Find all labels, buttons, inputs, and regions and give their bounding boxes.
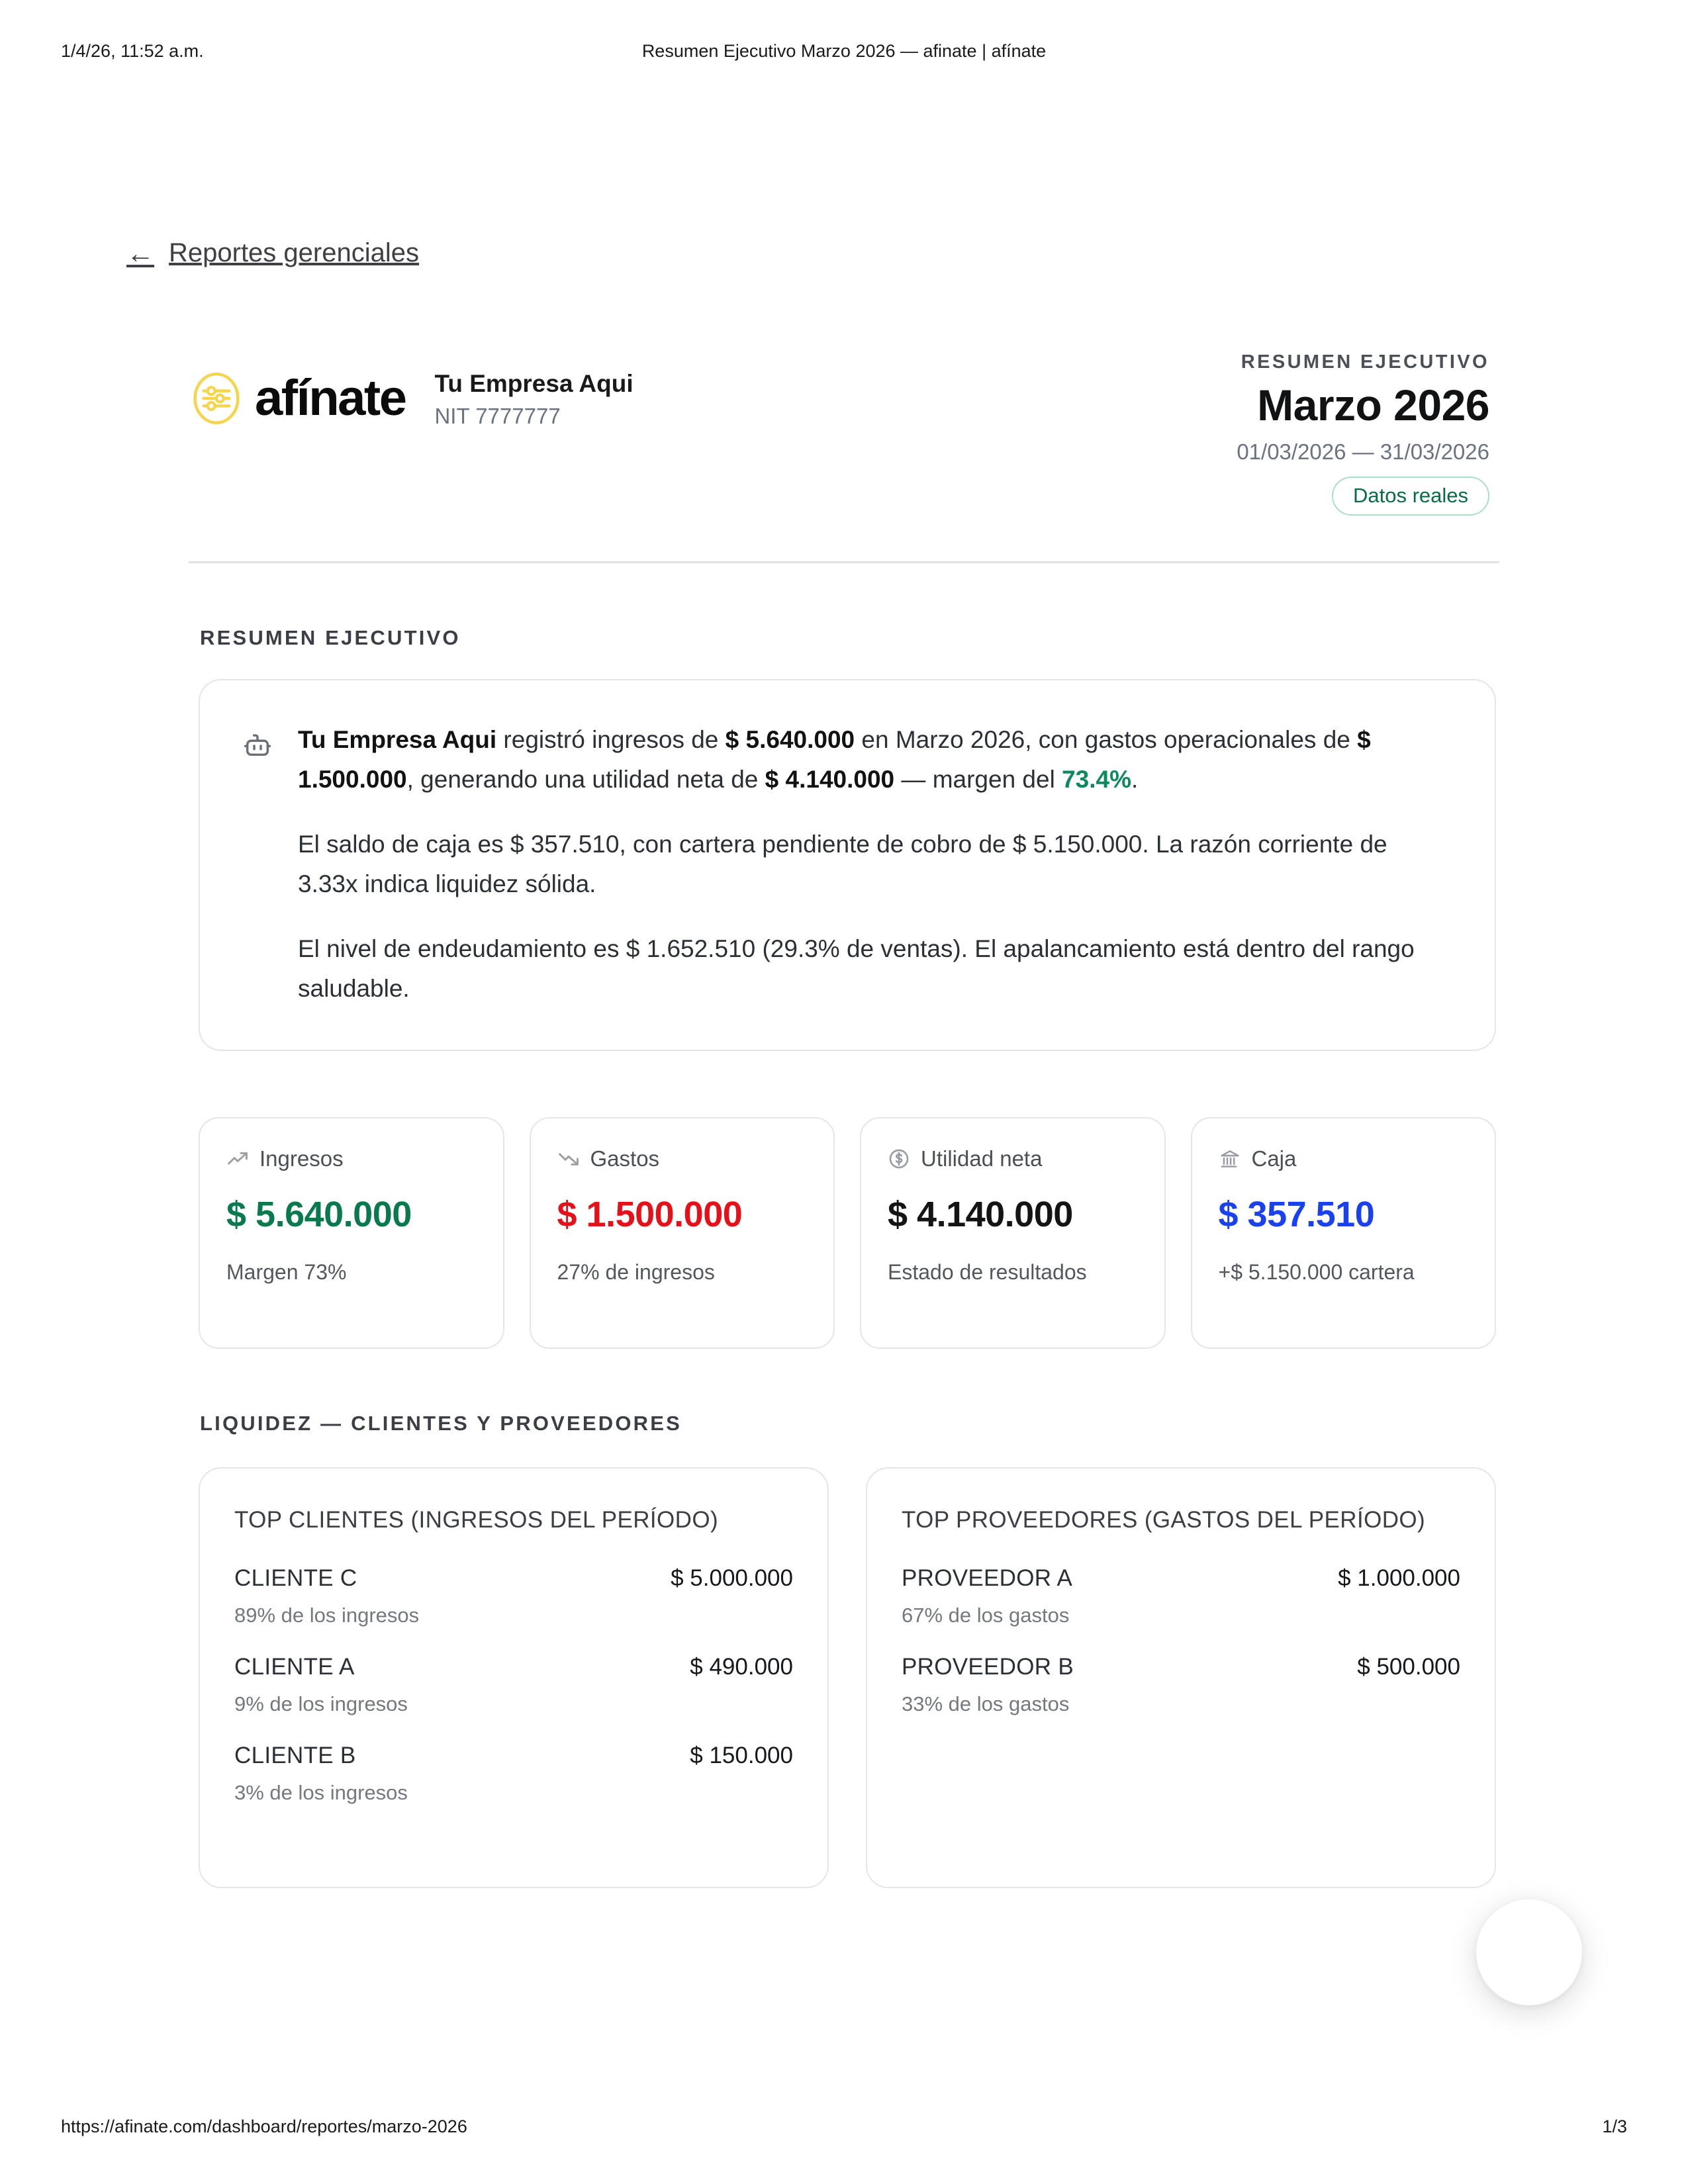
trending-up-icon [226,1148,249,1170]
kpi-card-ingresos [199,1117,504,1349]
bank-icon [1219,1148,1241,1170]
report-content [126,238,1562,1888]
afinate-logo-mark [189,371,244,426]
kpi-header-utilidad [888,1146,1138,1171]
print-header [0,41,1688,68]
section-label-liquidity: LIQUIDEZ — CLIENTES Y PROVEEDORES [200,1411,682,1435]
kpi-value-caja: $ 357.510 [1218,1194,1375,1234]
provider-amount: $ 1.000.000 [1338,1565,1460,1591]
provider-amount: $ 500.000 [1357,1653,1460,1680]
kpi-value-ingresos: $ 5.640.000 [226,1194,412,1234]
client-pct: 89% de los ingresos [234,1603,420,1627]
company-nit: NIT 7777777 [434,404,561,429]
back-to-reports-link[interactable] [126,238,1562,268]
company-block [429,366,633,432]
report-period-title: Marzo 2026 [1257,381,1489,430]
header-divider [189,561,1499,563]
kpi-card-caja [1191,1117,1497,1349]
kpi-label-gastos: Gastos [590,1146,660,1171]
top-providers-card [866,1467,1496,1888]
kpi-sub-caja: +$ 5.150.000 cartera [1218,1259,1415,1284]
provider-name: PROVEEDOR B [902,1653,1074,1680]
print-footer [0,2116,1688,2143]
kpi-sub-gastos: 27% de ingresos [557,1259,715,1284]
provider-pct: 67% de los gastos [902,1603,1070,1627]
list-item [234,1743,793,1769]
narrative-p1-d: — margen del [894,765,1062,793]
kpi-header-ingresos [226,1146,477,1171]
narrative-p1-c: , generando una utilidad neta de [406,765,765,793]
narrative-ingresos: $ 5.640.000 [725,725,855,753]
kpi-sub-utilidad: Estado de resultados [888,1259,1087,1284]
brand-block [189,349,633,432]
section-label-summary: RESUMEN EJECUTIVO [200,625,461,649]
list-item [902,1654,1460,1680]
kpi-value-utilidad: $ 4.140.000 [888,1194,1073,1234]
print-date: 1/4/26, 11:52 a.m. [61,41,204,61]
narrative-paragraph-2: El saldo de caja es $ 357.510, con cartera pendiente de cobro de $ 5.150.000. La razón corriente de 3.33x indica liquidez sólida. [298,830,1387,897]
afinate-wordmark: afínate [255,370,406,427]
kpi-value-gastos: $ 1.500.000 [557,1194,743,1234]
report-kicker: RESUMEN EJECUTIVO [1241,351,1489,373]
list-item [234,1565,793,1592]
narrative-p1-e: . [1131,765,1139,793]
narrative-p1-b: en Marzo 2026, con gastos operacionales de [855,725,1358,753]
provider-pct: 33% de los gastos [902,1692,1070,1715]
kpi-label-ingresos: Ingresos [259,1146,344,1171]
kpi-sub-ingresos: Margen 73% [226,1259,347,1284]
narrative-gastos: $ 1.500.000 [298,725,1371,793]
client-pct: 9% de los ingresos [234,1692,408,1715]
floating-action-button[interactable] [1476,1899,1582,2005]
report-date-range: 01/03/2026 — 31/03/2026 [1237,439,1489,464]
narrative-paragraph-3: El nivel de endeudamiento es $ 1.652.510 (29.3% de ventas). El apalancamiento está dentro del rango saludable. [298,934,1415,1002]
kpi-card-gastos [530,1117,835,1349]
data-source-badge: Datos reales [1332,477,1489,516]
narrative-p1-a: registró ingresos de [496,725,726,753]
narrative-paragraph-1 [298,720,1447,799]
company-name: Tu Empresa Aqui [434,370,633,397]
client-name: CLIENTE B [234,1742,356,1768]
kpi-header-caja [1219,1146,1469,1171]
kpi-header-gastos [557,1146,808,1171]
top-clients-card [199,1467,829,1888]
client-pct: 3% de los ingresos [234,1780,408,1804]
client-name: CLIENTE A [234,1653,355,1680]
client-amount: $ 5.000.000 [671,1565,793,1591]
back-link-label: Reportes gerenciales [169,238,419,267]
narrative-body [298,720,1447,1009]
report-header [126,349,1562,516]
narrative-company: Tu Empresa Aqui [298,725,497,753]
narrative-margen: 73.4% [1062,765,1132,793]
provider-name: PROVEEDOR A [902,1565,1073,1591]
arrow-left-icon: ← [126,237,154,269]
kpi-label-utilidad: Utilidad neta [921,1146,1043,1171]
kpi-card-utilidad-neta [860,1117,1166,1349]
top-clients-title: TOP CLIENTES (INGRESOS DEL PERÍODO) [234,1506,719,1533]
document-title: Resumen Ejecutivo Marzo 2026 — afinate | afínate [641,41,1047,61]
narrative-card [199,679,1496,1051]
kpi-row [199,1117,1496,1349]
badge-row [1237,477,1489,516]
trending-down-icon [557,1148,580,1170]
client-amount: $ 490.000 [690,1653,793,1680]
dollar-circle-icon [888,1148,910,1170]
liquidity-cards-row [199,1467,1496,1888]
report-meta [1237,349,1489,516]
top-providers-title: TOP PROVEEDORES (GASTOS DEL PERÍODO) [902,1506,1426,1533]
footer-url: https://afinate.com/dashboard/reportes/marzo-2026 [61,2116,467,2136]
list-item [234,1654,793,1680]
client-name: CLIENTE C [234,1565,357,1591]
kpi-label-caja: Caja [1251,1146,1297,1171]
narrative-utilidad: $ 4.140.000 [765,765,895,793]
list-item [902,1565,1460,1592]
footer-page-number: 1/3 [1602,2116,1627,2136]
robot-icon [242,729,273,760]
afinate-logo [189,371,405,426]
client-amount: $ 150.000 [690,1742,793,1768]
